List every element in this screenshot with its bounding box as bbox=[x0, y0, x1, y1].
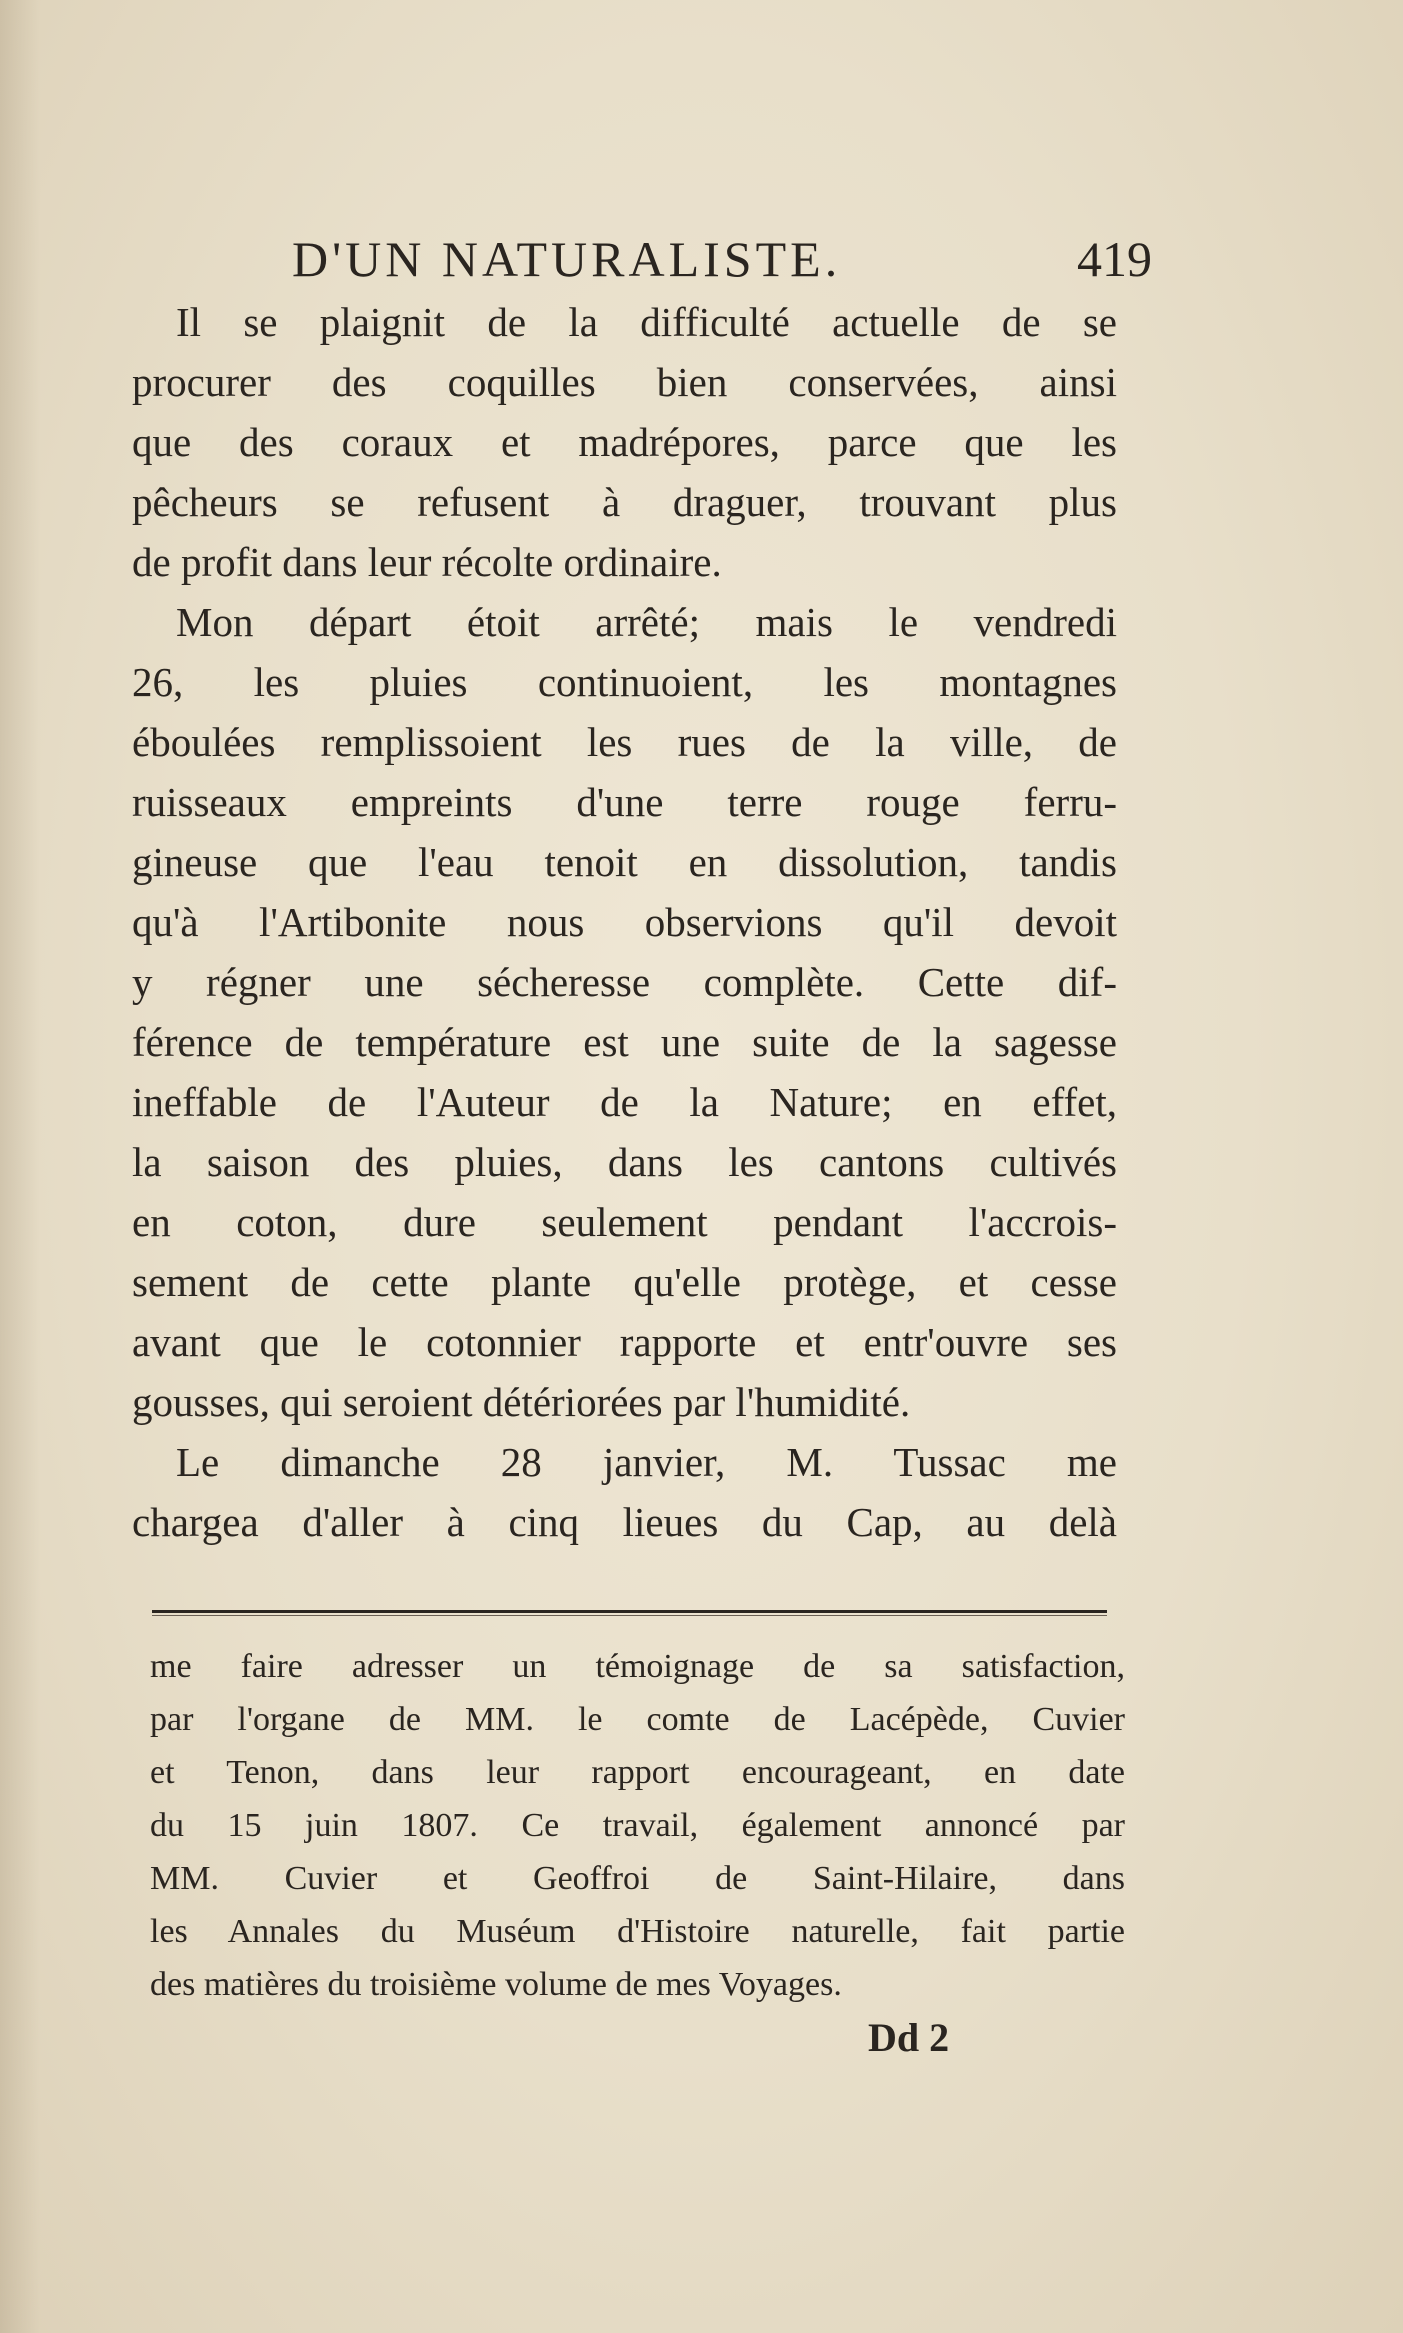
footnote bbox=[150, 1640, 1125, 2011]
text-line: y régner une sécheresse complète. Cette dif- bbox=[132, 959, 1117, 1005]
body-text bbox=[132, 292, 1117, 1552]
text-line: éboulées remplissoient les rues de la ville, de bbox=[132, 719, 1117, 765]
text-line: ruisseaux empreints d'une terre rouge ferru- bbox=[132, 779, 1117, 825]
page-header bbox=[292, 228, 1152, 290]
text-line: Il se plaignit de la difficulté actuelle de se bbox=[176, 299, 1117, 345]
text-line: en coton, dure seulement pendant l'accrois- bbox=[132, 1199, 1117, 1245]
text-line: avant que le cotonnier rapporte et entr'ouvre ses bbox=[132, 1319, 1117, 1365]
text-line: sement de cette plante qu'elle protège, et cesse bbox=[132, 1259, 1117, 1305]
page-number: 419 bbox=[1077, 231, 1152, 287]
text-line: pêcheurs se refusent à draguer, trouvant plus bbox=[132, 479, 1117, 525]
footnote-line: par l'organe de MM. le comte de Lacépède, Cuvier bbox=[150, 1701, 1125, 1738]
footnote-line: du 15 juin 1807. Ce travail, également annoncé par bbox=[150, 1807, 1125, 1844]
text-line: ineffable de l'Auteur de la Nature; en effet, bbox=[132, 1079, 1117, 1125]
footnote-line: me faire adresser un témoignage de sa satisfaction, bbox=[150, 1648, 1125, 1685]
text-line: gineuse que l'eau tenoit en dissolution, tandis bbox=[132, 839, 1117, 885]
running-head: D'UN NATURALISTE. bbox=[292, 231, 842, 287]
footnote-divider bbox=[152, 1610, 1107, 1616]
footnote-line: des matières du troisième volume de mes Voyages. bbox=[150, 1966, 842, 2003]
text-line: procurer des coquilles bien conservées, ainsi bbox=[132, 359, 1117, 405]
footnote-line: et Tenon, dans leur rapport encourageant, en date bbox=[150, 1754, 1125, 1791]
text-line: de profit dans leur récolte ordinaire. bbox=[132, 539, 722, 585]
text-line: gousses, qui seroient détériorées par l'humidité. bbox=[132, 1379, 911, 1425]
text-line: férence de température est une suite de la sagesse bbox=[132, 1019, 1117, 1065]
text-line: qu'à l'Artibonite nous observions qu'il devoit bbox=[132, 899, 1117, 945]
text-line: la saison des pluies, dans les cantons cultivés bbox=[132, 1139, 1117, 1185]
page-fold-shadow bbox=[0, 0, 40, 2333]
footnote-line: les Annales du Muséum d'Histoire naturelle, fait partie bbox=[150, 1913, 1125, 1950]
text-line: 26, les pluies continuoient, les montagnes bbox=[132, 659, 1117, 705]
text-line: que des coraux et madrépores, parce que les bbox=[132, 419, 1117, 465]
signature-mark: Dd 2 bbox=[868, 2015, 950, 2060]
footnote-line: MM. Cuvier et Geoffroi de Saint-Hilaire, dans bbox=[150, 1860, 1125, 1897]
text-line: chargea d'aller à cinq lieues du Cap, au delà bbox=[132, 1499, 1117, 1545]
text-line: Mon départ étoit arrêté; mais le vendredi bbox=[176, 599, 1117, 645]
text-line: Le dimanche 28 janvier, M. Tussac me bbox=[176, 1439, 1117, 1485]
